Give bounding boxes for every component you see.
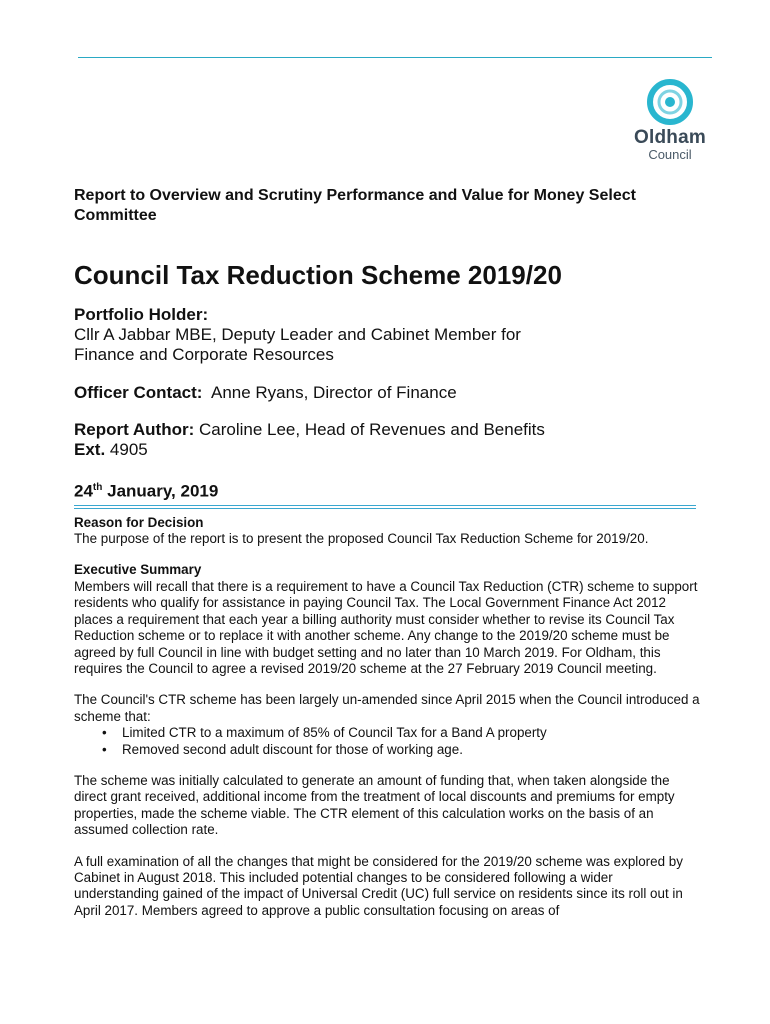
bullet-item: • Limited CTR to a maximum of 85% of Council Tax for a Band A property	[102, 725, 700, 741]
report-author	[74, 420, 700, 460]
report-text	[74, 515, 700, 920]
bullet-item: • Removed second adult discount for those of working age.	[102, 742, 700, 758]
ext-label: Ext.	[74, 440, 106, 459]
portfolio-line2: Finance and Corporate Resources	[74, 345, 334, 364]
portfolio-holder	[74, 305, 700, 365]
author-label: Report Author:	[74, 420, 195, 439]
reason-heading: Reason for Decision	[74, 514, 204, 530]
document-title: Council Tax Reduction Scheme 2019/20	[74, 260, 562, 290]
date-rule	[74, 505, 696, 509]
date-rest: January, 2019	[107, 481, 219, 501]
author-value: Caroline Lee, Head of Revenues and Benefits	[198, 420, 545, 439]
summary-p4: A full examination of all the changes that might be considered for the 2019/20 scheme was explored by Cabinet in August 2018. This included potential changes to be considered following a wider understanding gained of the impact of Universal Credit (UC) full service on residents since its roll out in April 2017. Members agreed to approve a public consultation focusing on areas of	[74, 853, 683, 918]
logo-name: Oldham	[634, 127, 706, 148]
header-rule	[78, 57, 712, 58]
oldham-council-logo	[628, 78, 712, 162]
ext-value: 4905	[109, 440, 148, 459]
officer-contact	[74, 383, 700, 403]
portfolio-line1: Cllr A Jabbar MBE, Deputy Leader and Cabinet Member for	[74, 325, 521, 344]
officer-value: Anne Ryans, Director of Finance	[210, 383, 457, 402]
officer-label: Officer Contact:	[74, 383, 203, 402]
logo-ring-icon	[638, 78, 702, 126]
logo-sub: Council	[648, 147, 692, 162]
summary-bullets	[74, 725, 700, 758]
document-body	[74, 186, 700, 919]
summary-p2: The Council's CTR scheme has been largely un-amended since April 2015 when the Council introduced a scheme that:	[74, 692, 700, 724]
date-suffix: th	[92, 482, 103, 493]
portfolio-label: Portfolio Holder:	[74, 305, 209, 324]
report-date	[74, 478, 700, 502]
date-day: 24	[74, 481, 93, 501]
report-to-heading: Report to Overview and Scrutiny Performance and Value for Money Select Committee	[74, 187, 636, 224]
summary-p1: Members will recall that there is a requirement to have a Council Tax Reduction (CTR) scheme to support residents who qualify for assistance in paying Council Tax. The Local Government Finance Act 2012 places a requirement that each year a billing authority must consider whether to revise its Council Tax Reduction scheme or to replace it with another scheme. Any change to the 2019/20 scheme must be agreed by full Council in line with budget setting and no later than 10 March 2019. For Oldham, this requires the Council to agree a revised 2019/20 scheme at the 27 February 2019 Council meeting.	[74, 578, 698, 676]
reason-text: The purpose of the report is to present the proposed Council Tax Reduction Scheme for 2019/20.	[74, 531, 649, 547]
summary-p3: The scheme was initially calculated to generate an amount of funding that, when taken alongside the direct grant received, additional income from the treatment of local discounts and premiums for empty properties, made the scheme viable. The CTR element of this calculation works on the basis of an assumed collection rate.	[74, 772, 675, 838]
summary-heading: Executive Summary	[74, 562, 202, 578]
